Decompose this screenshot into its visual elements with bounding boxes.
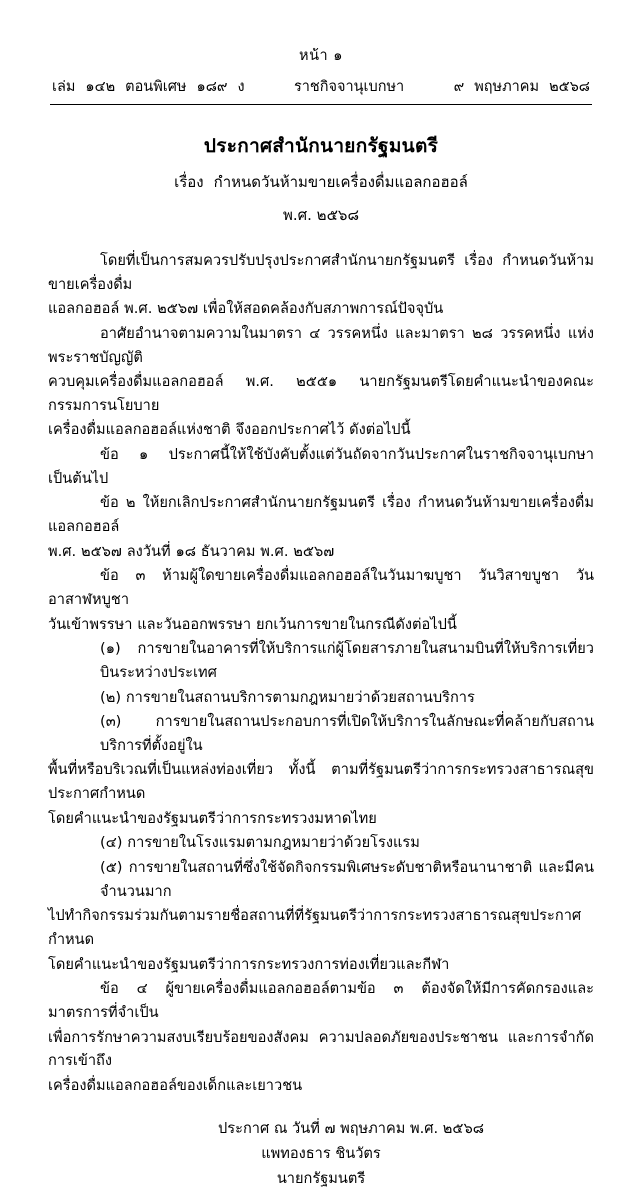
paragraph: แอลกอฮอล์ พ.ศ. ๒๕๖๗ เพื่อให้สอดคล้องกับสภาพการณ์ปัจจุบัน xyxy=(48,300,444,318)
gazette-name: ราชกิจจานุเบกษา xyxy=(293,79,405,95)
document-header xyxy=(48,75,594,104)
paragraph: โดยที่เป็นการสมควรปรับปรุงประกาศสำนักนายกรัฐมนตรี เรื่อง กำหนดวันห้ามขายเครื่องดื่ม xyxy=(48,252,594,293)
paragraph: อาศัยอำนาจตามความในมาตรา ๔ วรรคหนึ่ง และมาตรา ๒๘ วรรคหนึ่ง แห่งพระราชบัญญัติ xyxy=(48,324,594,366)
paragraph: (๑) การขายในอาคารที่ให้บริการแก่ผู้โดยสารภายในสนามบินที่ให้บริการเที่ยวบินระหว่างประเทศ xyxy=(100,640,594,681)
header-date-group xyxy=(454,75,590,98)
paragraph: (๔) การขายในโรงแรมตามกฎหมายว่าด้วยโรงแรม xyxy=(100,834,420,852)
paragraph: เครื่องดื่มแอลกอฮอล์ของเด็กและเยาวชน xyxy=(48,1076,303,1094)
document-year: พ.ศ. ๒๕๖๘ xyxy=(282,206,360,224)
signatory-name: แพทองธาร ชินวัตร xyxy=(261,1145,381,1163)
paragraph: พื้นที่หรือบริเวณที่เป็นแหล่งท่องเที่ยว ทั้งนี้ ตามที่รัฐมนตรีว่าการกระทรวงสาธารณสุขประกาศกำหนด xyxy=(48,761,594,803)
paragraph: โดยคำแนะนำของรัฐมนตรีว่าการกระทรวงการท่องเที่ยวและกีฬา xyxy=(48,955,450,973)
paragraph: (๒) การขายในสถานบริการตามกฎหมายว่าด้วยสถานบริการ xyxy=(100,688,475,706)
header-year: ๒๕๖๘ xyxy=(549,79,590,95)
paragraph: ข้อ ๑ ประกาศนี้ให้ใช้บังคับตั้งแต่วันถัดจากวันประกาศในราชกิจจานุเบกษาเป็นต้นไป xyxy=(48,446,594,487)
paragraph: เพื่อการรักษาความสงบเรียบร้อยของสังคม ความปลอดภัยของประชาชน และการจำกัดการเข้าถึง xyxy=(48,1028,594,1070)
header-day: ๙ xyxy=(453,79,465,95)
paragraph: (๓) การขายในสถานประกอบการที่เปิดให้บริการในลักษณะที่คล้ายกับสถานบริการที่ตั้งอยู่ใน xyxy=(100,713,594,754)
paragraph: ข้อ ๔ ผู้ขายเครื่องดื่มแอลกอฮอล์ตามข้อ ๓ ต้องจัดให้มีการคัดกรองและมาตรการที่จำเป็น xyxy=(48,980,594,1021)
header-volume-group xyxy=(52,75,245,98)
volume-value: ๑๔๒ xyxy=(85,79,116,95)
section-value: ๑๘๙ xyxy=(196,79,228,95)
paragraph: เครื่องดื่มแอลกอฮอล์แห่งชาติ จึงออกประกาศไว้ ดังต่อไปนี้ xyxy=(48,421,411,439)
document-title: ประกาศสำนักนายกรัฐมนตรี xyxy=(203,135,439,157)
paragraph: ควบคุมเครื่องดื่มแอลกอฮอล์ พ.ศ. ๒๕๕๑ นายกรัฐมนตรีโดยคำแนะนำของคณะกรรมการนโยบาย xyxy=(48,373,594,414)
header-divider xyxy=(50,104,592,105)
promulgation-line xyxy=(48,1117,594,1142)
subtitle-label: เรื่อง xyxy=(174,173,204,191)
page-number: หน้า ๑ xyxy=(299,48,343,64)
volume-label: เล่ม xyxy=(52,79,76,95)
paragraph: วันเข้าพรรษา และวันออกพรรษา ยกเว้นการขายในกรณีดังต่อไปนี้ xyxy=(48,615,457,633)
subtitle-text: กำหนดวันห้ามขายเครื่องดื่มแอลกอฮอล์ xyxy=(213,173,468,191)
paragraph: ข้อ ๓ ห้ามผู้ใดขายเครื่องดื่มแอลกอฮอล์ในวันมาฆบูชา วันวิสาขบูชา วันอาสาฬหบูชา xyxy=(48,567,594,608)
section-suffix: ง xyxy=(237,79,245,95)
paragraph: (๕) การขายในสถานที่ซึ่งใช้จัดกิจกรรมพิเศษระดับชาติหรือนานาชาติ และมีคนจำนวนมาก xyxy=(100,859,594,900)
paragraph: ไปทำกิจกรรมร่วมกันตามรายชื่อสถานที่ที่รัฐมนตรีว่าการกระทรวงสาธารณสุขประกาศกำหนด xyxy=(48,907,582,948)
signatory-role: นายกรัฐมนตรี xyxy=(276,1170,366,1188)
promulgation-text: ประกาศ ณ วันที่ ๗ พฤษภาคม พ.ศ. ๒๕๖๘ xyxy=(218,1120,484,1138)
paragraph: โดยคำแนะนำของรัฐมนตรีว่าการกระทรวงมหาดไทย xyxy=(48,809,377,827)
paragraph: พ.ศ. ๒๕๖๗ ลงวันที่ ๑๘ ธันวาคม พ.ศ. ๒๕๖๗ xyxy=(48,542,335,560)
document-subtitle xyxy=(48,170,594,194)
paragraph: ข้อ ๒ ให้ยกเลิกประกาศสำนักนายกรัฐมนตรี เรื่อง กำหนดวันห้ามขายเครื่องดื่มแอลกอฮอล์ xyxy=(48,494,594,536)
section-label: ตอนพิเศษ xyxy=(125,79,187,95)
header-month: พฤษภาคม xyxy=(474,79,540,95)
